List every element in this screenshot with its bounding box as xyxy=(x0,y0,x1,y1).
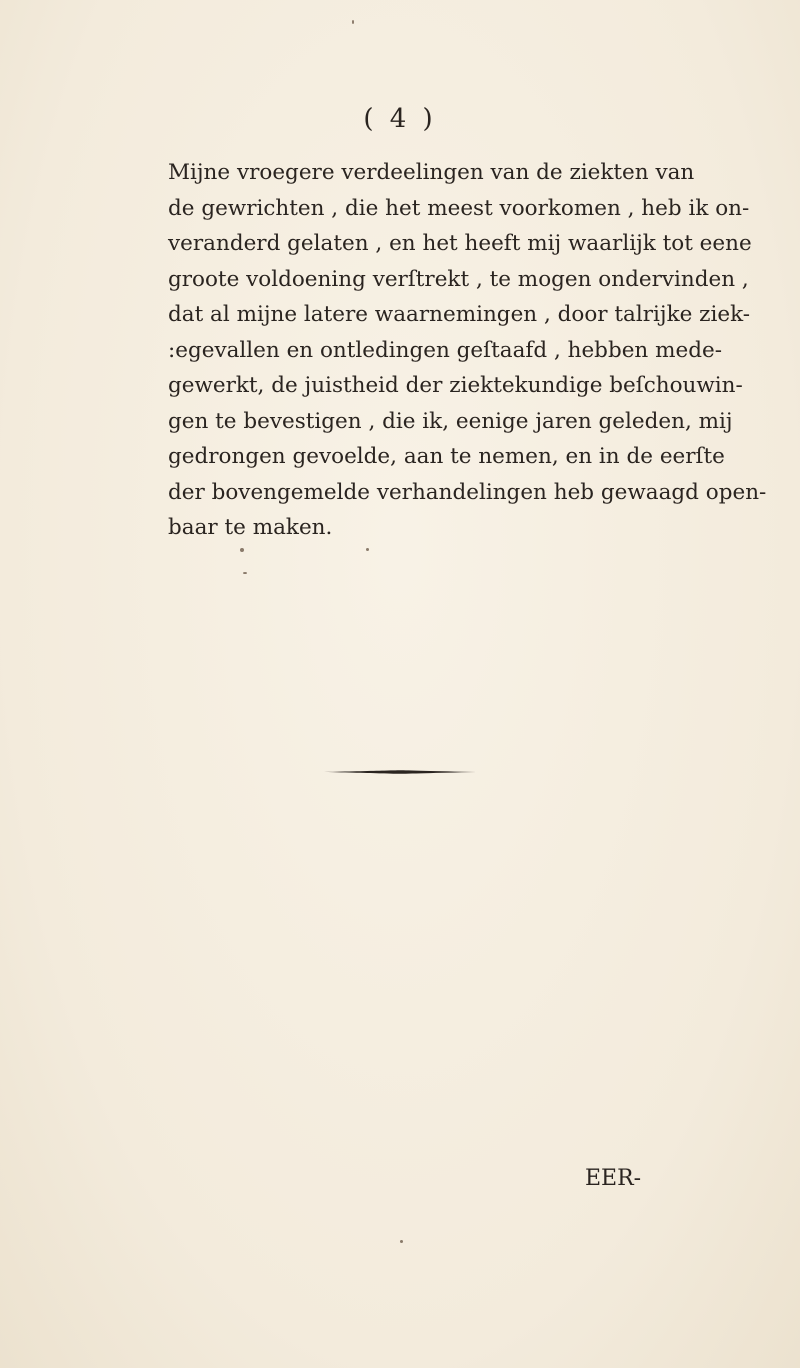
paper-speck xyxy=(240,548,244,552)
text-line: der bovengemelde verhandelingen heb gewaagd open- xyxy=(168,479,767,505)
text-line: de gewrichten , die het meest voorkomen , heb ik on- xyxy=(168,195,750,221)
paper-speck xyxy=(243,572,247,574)
text-line: Mijne vroegere verdeelingen van de ziekten van xyxy=(168,160,695,185)
paper-speck xyxy=(352,20,354,24)
text-line: gewerkt, de juistheid der ziektekundige beſchouwin- xyxy=(168,373,743,398)
text-line: groote voldoening verſtrekt , te mogen ondervinden , xyxy=(168,266,749,292)
text-line: dat al mijne latere waarnemingen , door talrijke ziek- xyxy=(168,302,750,327)
catchword: EER- xyxy=(585,1166,642,1191)
paper-speck xyxy=(400,1240,403,1243)
paper-speck xyxy=(366,548,369,551)
text-line: :egevallen en ontledingen geſtaafd , hebben mede- xyxy=(168,337,722,363)
text-line: baar te maken. xyxy=(168,515,333,540)
text-line: gedrongen gevoelde, aan te nemen, en in de eerſte xyxy=(168,444,725,469)
body-paragraph xyxy=(168,155,767,546)
ornamental-rule xyxy=(324,770,476,774)
text-line: gen te bevestigen , die ik, eenige jaren geleden, mij xyxy=(168,408,733,434)
text-line: veranderd gelaten , en het heeft mij waarlijk tot eene xyxy=(168,231,752,256)
page-number: ( 4 ) xyxy=(363,104,437,134)
